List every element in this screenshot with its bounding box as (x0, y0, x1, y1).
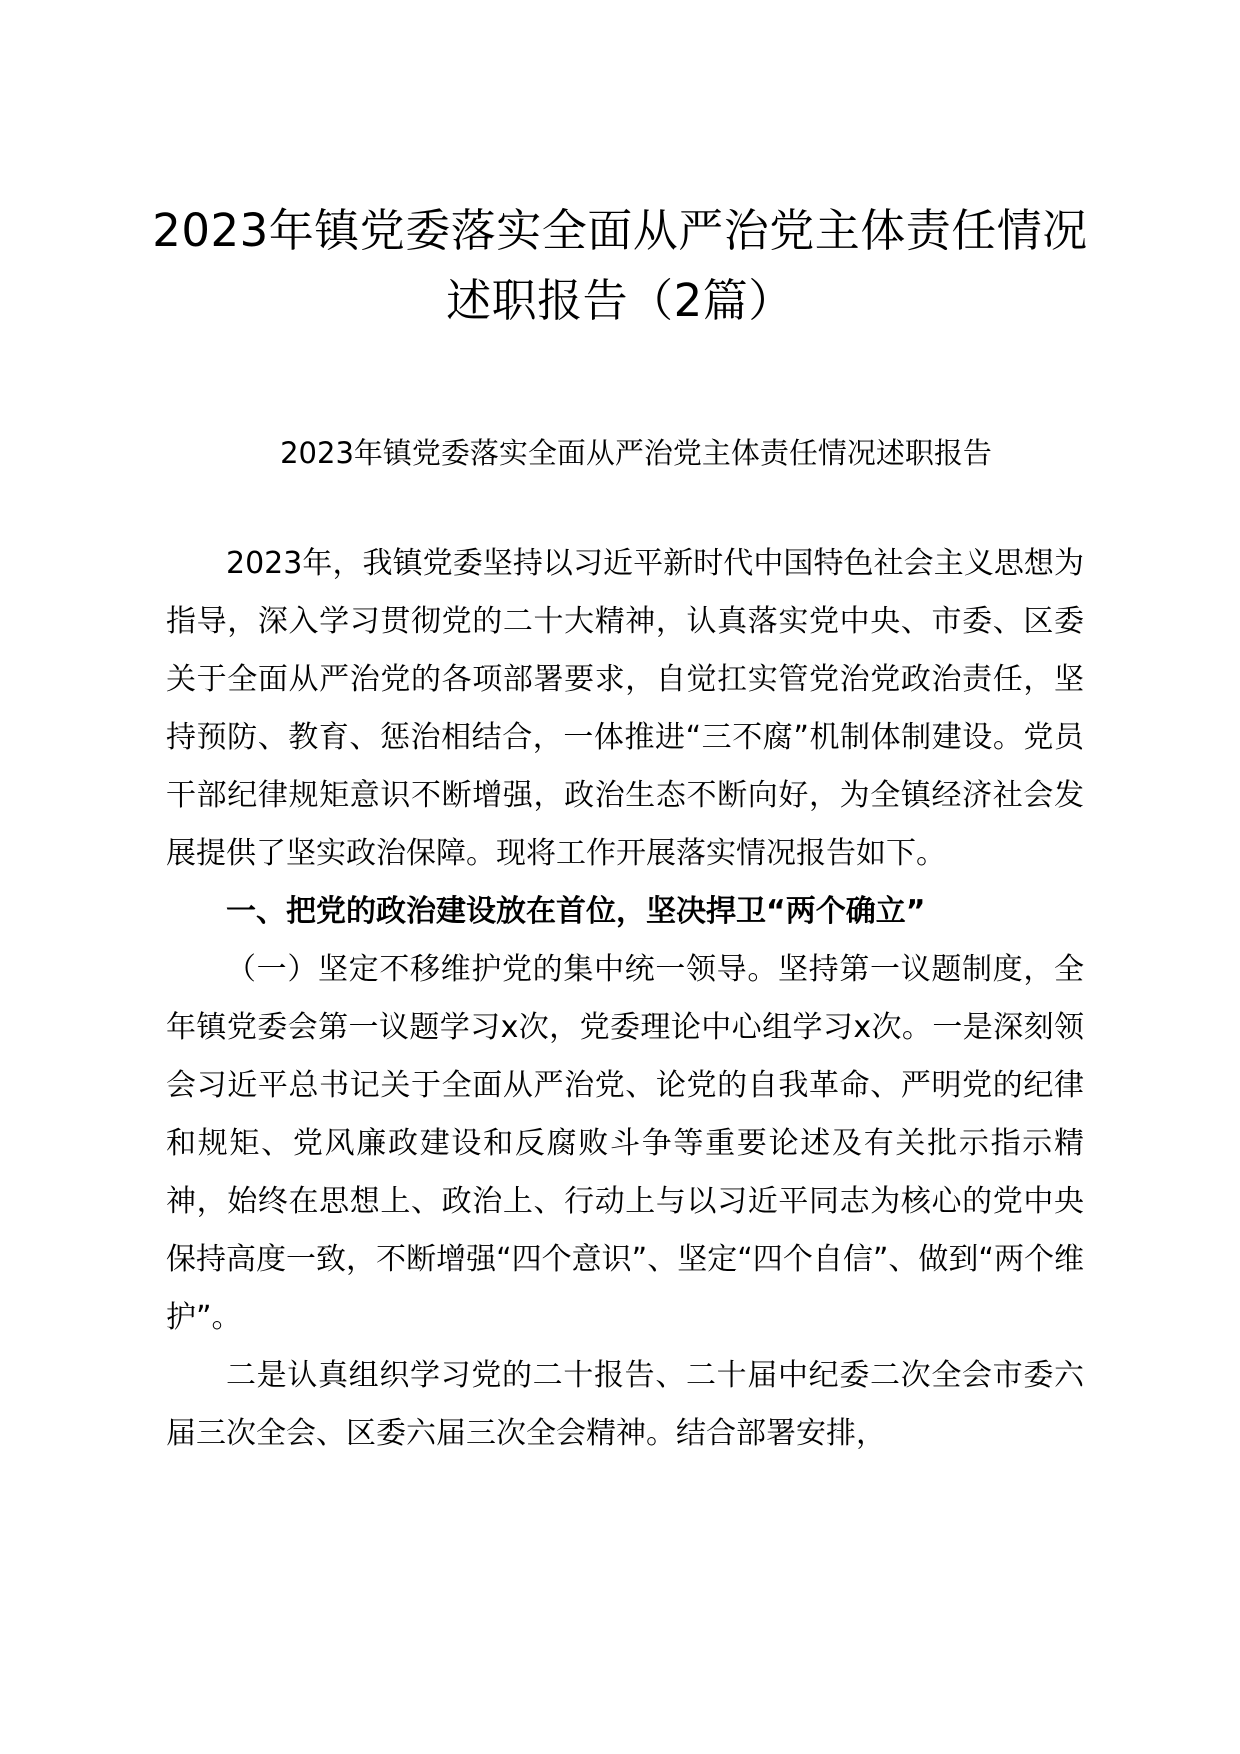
paragraph-intro: 2023年，我镇党委坚持以习近平新时代中国特色社会主义思想为指导，深入学习贯彻党的二十大精神，认真落实党中央、市委、区委关于全面从严治党的各项部署要求，自觉扛实管党治党政治责任，坚持预防、教育、惩治相结合，一体推进“三不腐”机制体制建设。党员干部纪律规矩意识不断增强，政治生态不断向好，为全镇经济社会发展提供了坚实政治保障。现将工作开展落实情况报告如下。 (166, 546, 1084, 871)
document-subtitle: 2023年镇党委落实全面从严治党主体责任情况述职报告 (280, 436, 992, 470)
section-heading-1: 一、把党的政治建设放在首位，坚决捍卫“两个确立” (226, 894, 926, 929)
document-title: 2023年镇党委落实全面从严治党主体责任情况述职报告（2篇） (152, 204, 1088, 327)
paragraph-section-1-2: 二是认真组织学习党的二十报告、二十届中纪委二次全会市委六届三次全会、区委六届三次全会精神。结合部署安排， (166, 1358, 1084, 1451)
document-body (166, 535, 1084, 1463)
paragraph-section-1-1: （一）坚定不移维护党的集中统一领导。坚持第一议题制度，全年镇党委会第一议题学习x次，党委理论中心组学习x次。一是深刻领会习近平总书记关于全面从严治党、论党的自我革命、严明党的纪律和规矩、党风廉政建设和反腐败斗争等重要论述及有关批示指示精神，始终在思想上、政治上、行动上与以习近平同志为核心的党中央保持高度一致，不断增强“四个意识”、坚定“四个自信”、做到“两个维护”。 (166, 952, 1084, 1335)
